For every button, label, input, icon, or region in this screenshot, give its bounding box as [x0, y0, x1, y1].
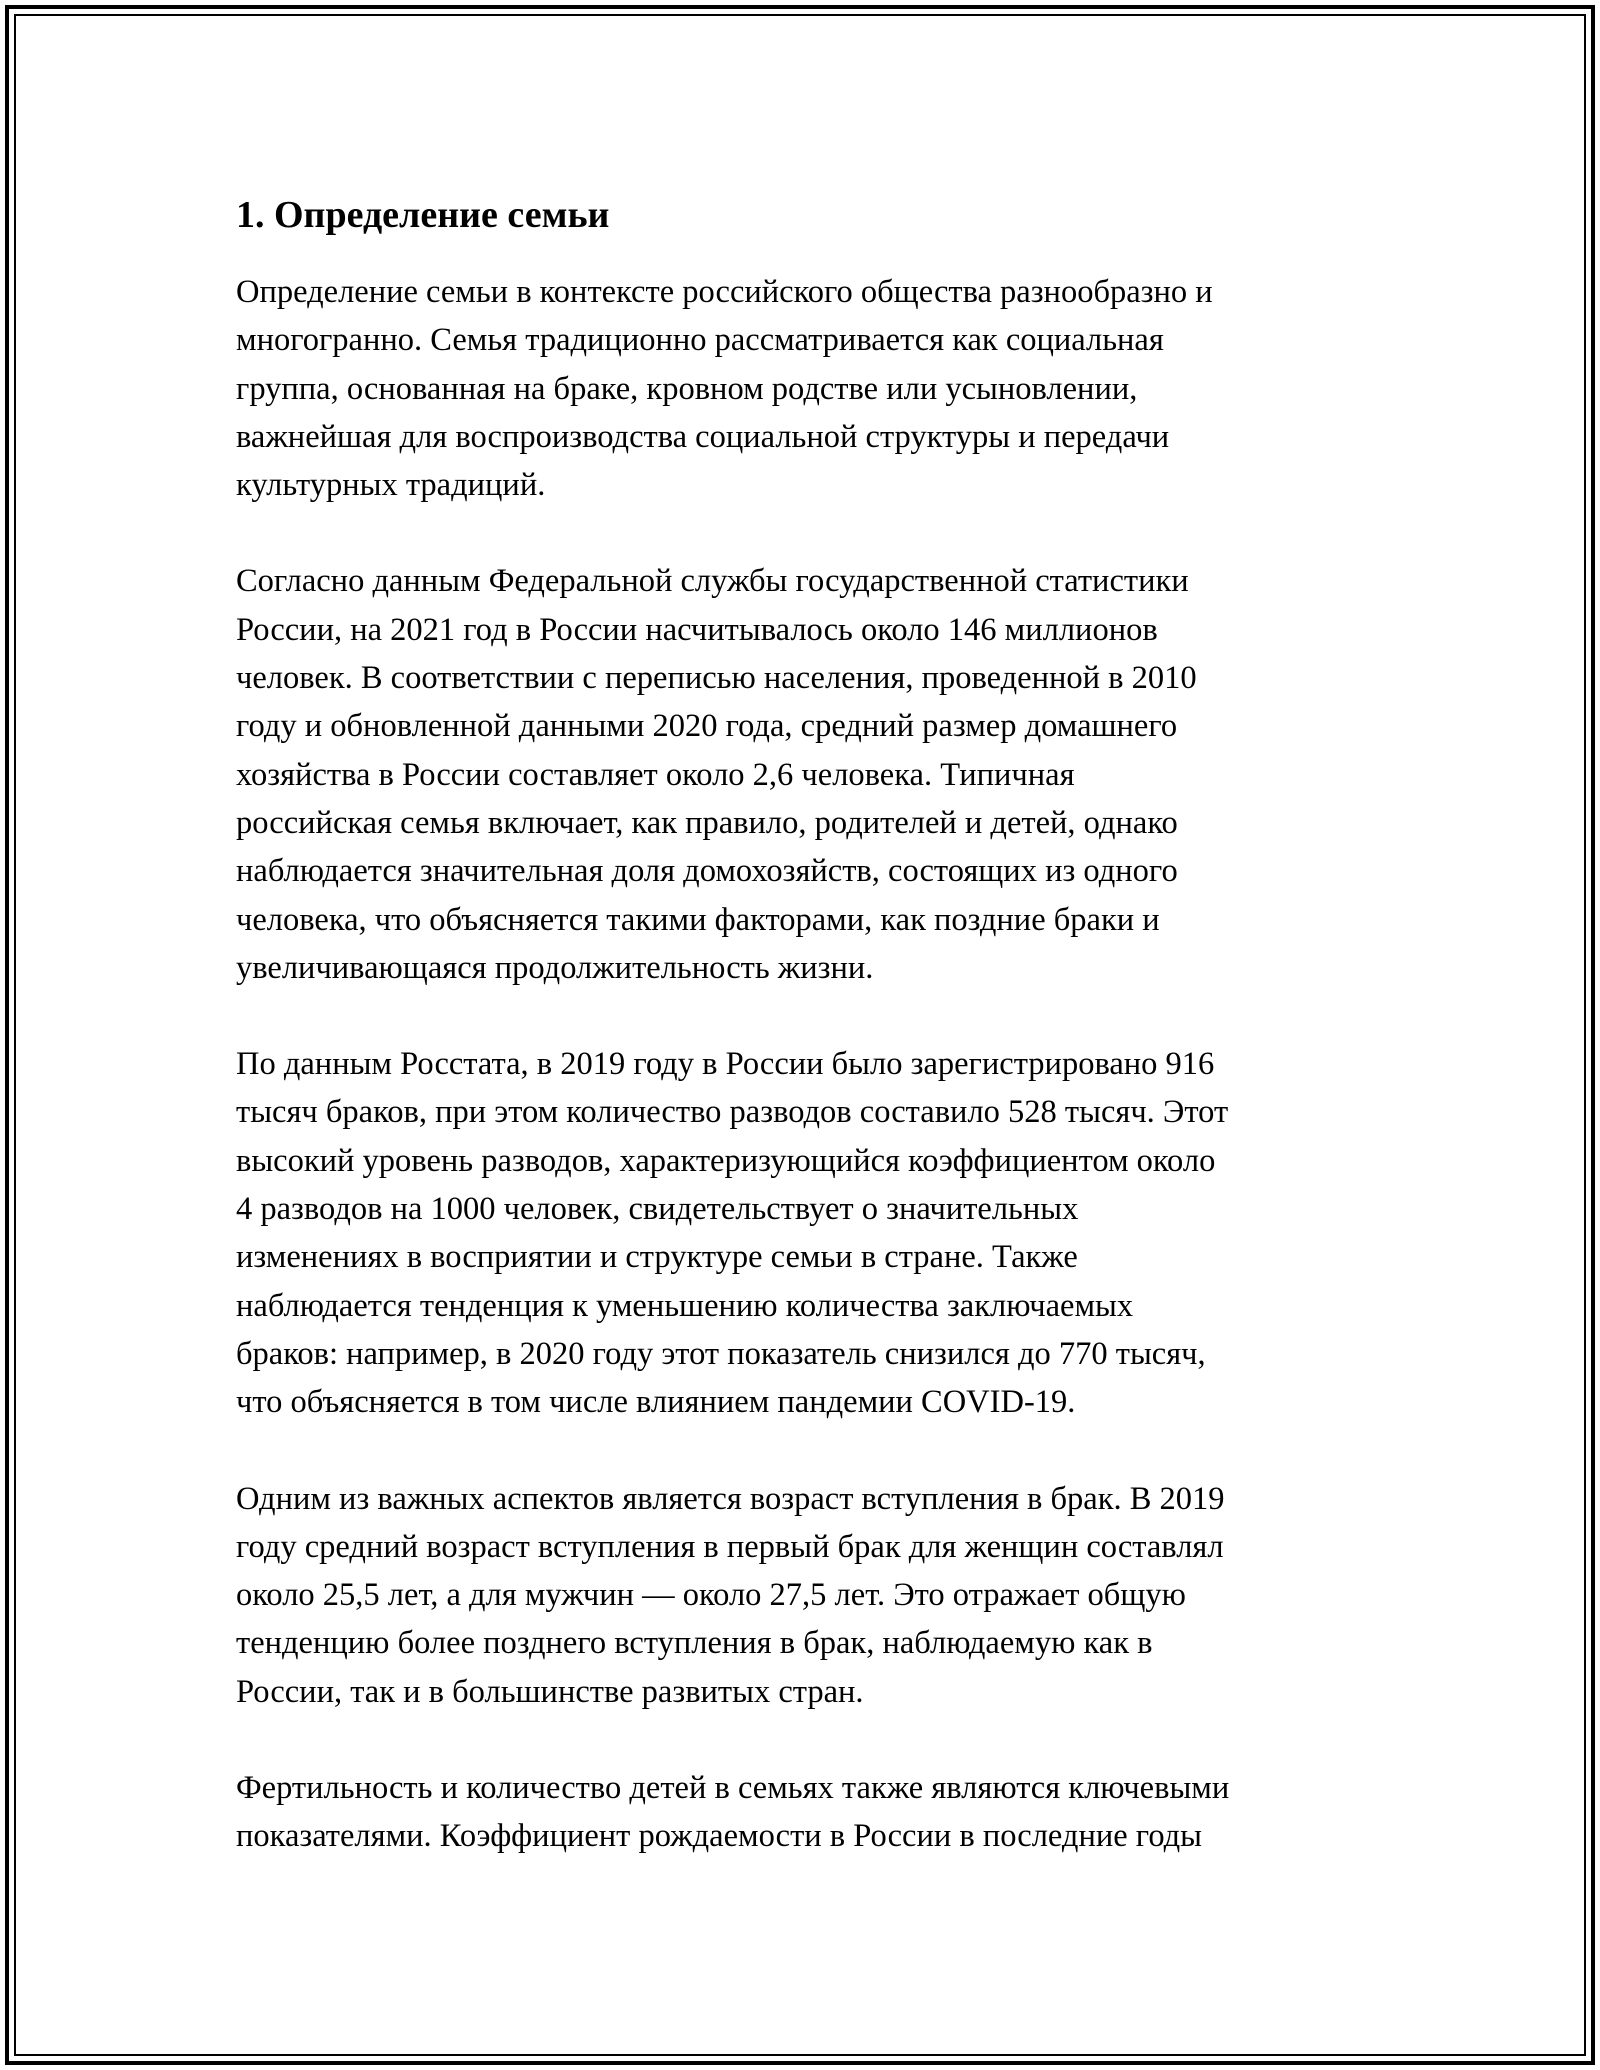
text-line: По данным Росстата, в 2019 году в России было зарегистрировано 916	[236, 1046, 1215, 1083]
text-line: наблюдается значительная доля домохозяйств, состоящих из одного	[236, 853, 1178, 890]
text-line: России, так и в большинстве развитых стран.	[236, 1673, 864, 1710]
paragraph-fertility	[236, 1764, 1366, 1861]
text-line: Определение семьи в контексте российского общества разнообразно и	[236, 274, 1213, 310]
text-line: что объясняется в том числе влиянием пандемии COVID-19.	[236, 1384, 1076, 1421]
text-line: около 25,5 лет, а для мужчин — около 27,5 лет. Это отражает общую	[236, 1577, 1186, 1614]
text-line: человека, что объясняется такими факторами, как поздние браки и	[236, 901, 1160, 938]
text-line: 4 разводов на 1000 человек, свидетельствует о значительных	[236, 1191, 1079, 1228]
text-line: многогранно. Семья традиционно рассматривается как социальная	[236, 322, 1164, 359]
text-line: наблюдается тенденция к уменьшению количества заключаемых	[236, 1287, 1134, 1324]
text-line: тенденцию более позднего вступления в брак, наблюдаемую как в	[236, 1625, 1153, 1662]
text-line: показателями. Коэффициент рождаемости в России в последние годы	[236, 1818, 1203, 1855]
text-line: высокий уровень разводов, характеризующийся коэффициентом около	[236, 1142, 1216, 1179]
text-line: году и обновленной данными 2020 года, средний размер домашнего	[236, 708, 1178, 745]
text-line: году средний возраст вступления в первый брак для женщин составлял	[236, 1528, 1224, 1565]
text-line: браков: например, в 2020 году этот показатель снизился до 770 тысяч,	[236, 1335, 1206, 1372]
document-body	[236, 190, 1366, 1909]
section-heading: 1. Определение семьи	[236, 194, 610, 236]
text-line: культурных традиций.	[236, 467, 546, 504]
paragraph-marriage-age	[236, 1475, 1366, 1716]
text-line: важнейшая для воспроизводства социальной структуры и передачи	[236, 418, 1170, 455]
text-line: увеличивающаяся продолжительность жизни.	[236, 949, 874, 986]
text-line: изменениях в восприятии и структуре семьи в стране. Также	[236, 1239, 1078, 1276]
text-line: Одним из важных аспектов является возраст вступления в брак. В 2019	[236, 1480, 1225, 1517]
paragraph-household-statistics	[236, 557, 1366, 992]
text-line: хозяйства в России составляет около 2,6 человека. Типичная	[236, 756, 1075, 793]
text-line: России, на 2021 год в России насчитывалось около 146 миллионов	[236, 611, 1158, 648]
text-line: тысяч браков, при этом количество разводов составило 528 тысяч. Этот	[236, 1094, 1229, 1131]
text-line: Согласно данным Федеральной службы государственной статистики	[236, 563, 1189, 600]
text-line: группа, основанная на браке, кровном родстве или усыновлении,	[236, 370, 1138, 407]
paragraph-marriage-divorce	[236, 1040, 1366, 1426]
paragraph-definition	[236, 268, 1366, 509]
text-line: человек. В соответствии с переписью населения, проведенной в 2010	[236, 660, 1197, 697]
text-line: Фертильность и количество детей в семьях также являются ключевыми	[236, 1770, 1230, 1807]
text-line: российская семья включает, как правило, родителей и детей, однако	[236, 804, 1178, 841]
